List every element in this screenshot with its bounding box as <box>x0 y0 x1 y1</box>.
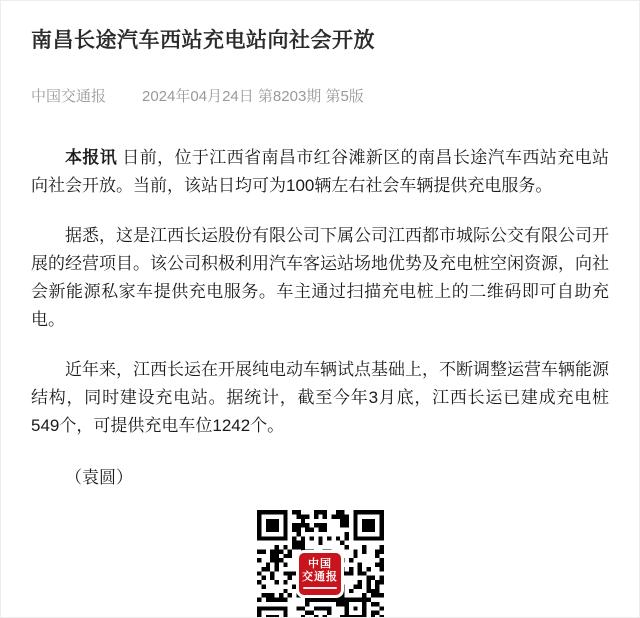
source-name: 中国交通报 <box>31 88 107 105</box>
publish-date: 2024年04月24日 第8203期 第5版 <box>142 88 364 105</box>
paragraph-lead: 本报讯 <box>65 148 118 167</box>
qr-logo-line1: 中国 <box>308 558 332 570</box>
qr-logo-tagline-bar <box>303 587 337 589</box>
article-body <box>31 144 609 440</box>
author-byline: （袁圆） <box>65 468 133 487</box>
qr-logo-line2: 交通报 <box>302 571 338 583</box>
qr-center-logo <box>296 550 344 598</box>
article-paragraph <box>31 356 609 440</box>
paragraph-text: 日前，位于江西省南昌市红谷滩新区的南昌长途汽车西站充电站向社会开放。当前，该站日均可为100辆左右社会车辆提供充电服务。 <box>31 148 609 195</box>
paragraph-text: 近年来，江西长运在开展纯电动车辆试点基础上，不断调整运营车辆能源结构，同时建设充电站。据统计，截至今年3月底，江西长运已建成充电桩549个，可提供充电车位1242个。 <box>31 360 609 435</box>
qr-row <box>1 510 639 618</box>
article-paragraph <box>31 222 609 334</box>
qr-code <box>257 510 384 618</box>
paragraph-text: 据悉，这是江西长运股份有限公司下属公司江西都市城际公交有限公司开展的经营项目。该公司积极利用汽车客运站场地优势及充电桩空闲资源，向社会新能源私家车提供充电服务。车主通过扫描充电桩上的二维码即可自助充电。 <box>31 226 609 329</box>
article-meta <box>31 85 609 106</box>
article-title: 南昌长途汽车西站充电站向社会开放 <box>31 29 375 52</box>
article-paragraph <box>31 144 609 200</box>
